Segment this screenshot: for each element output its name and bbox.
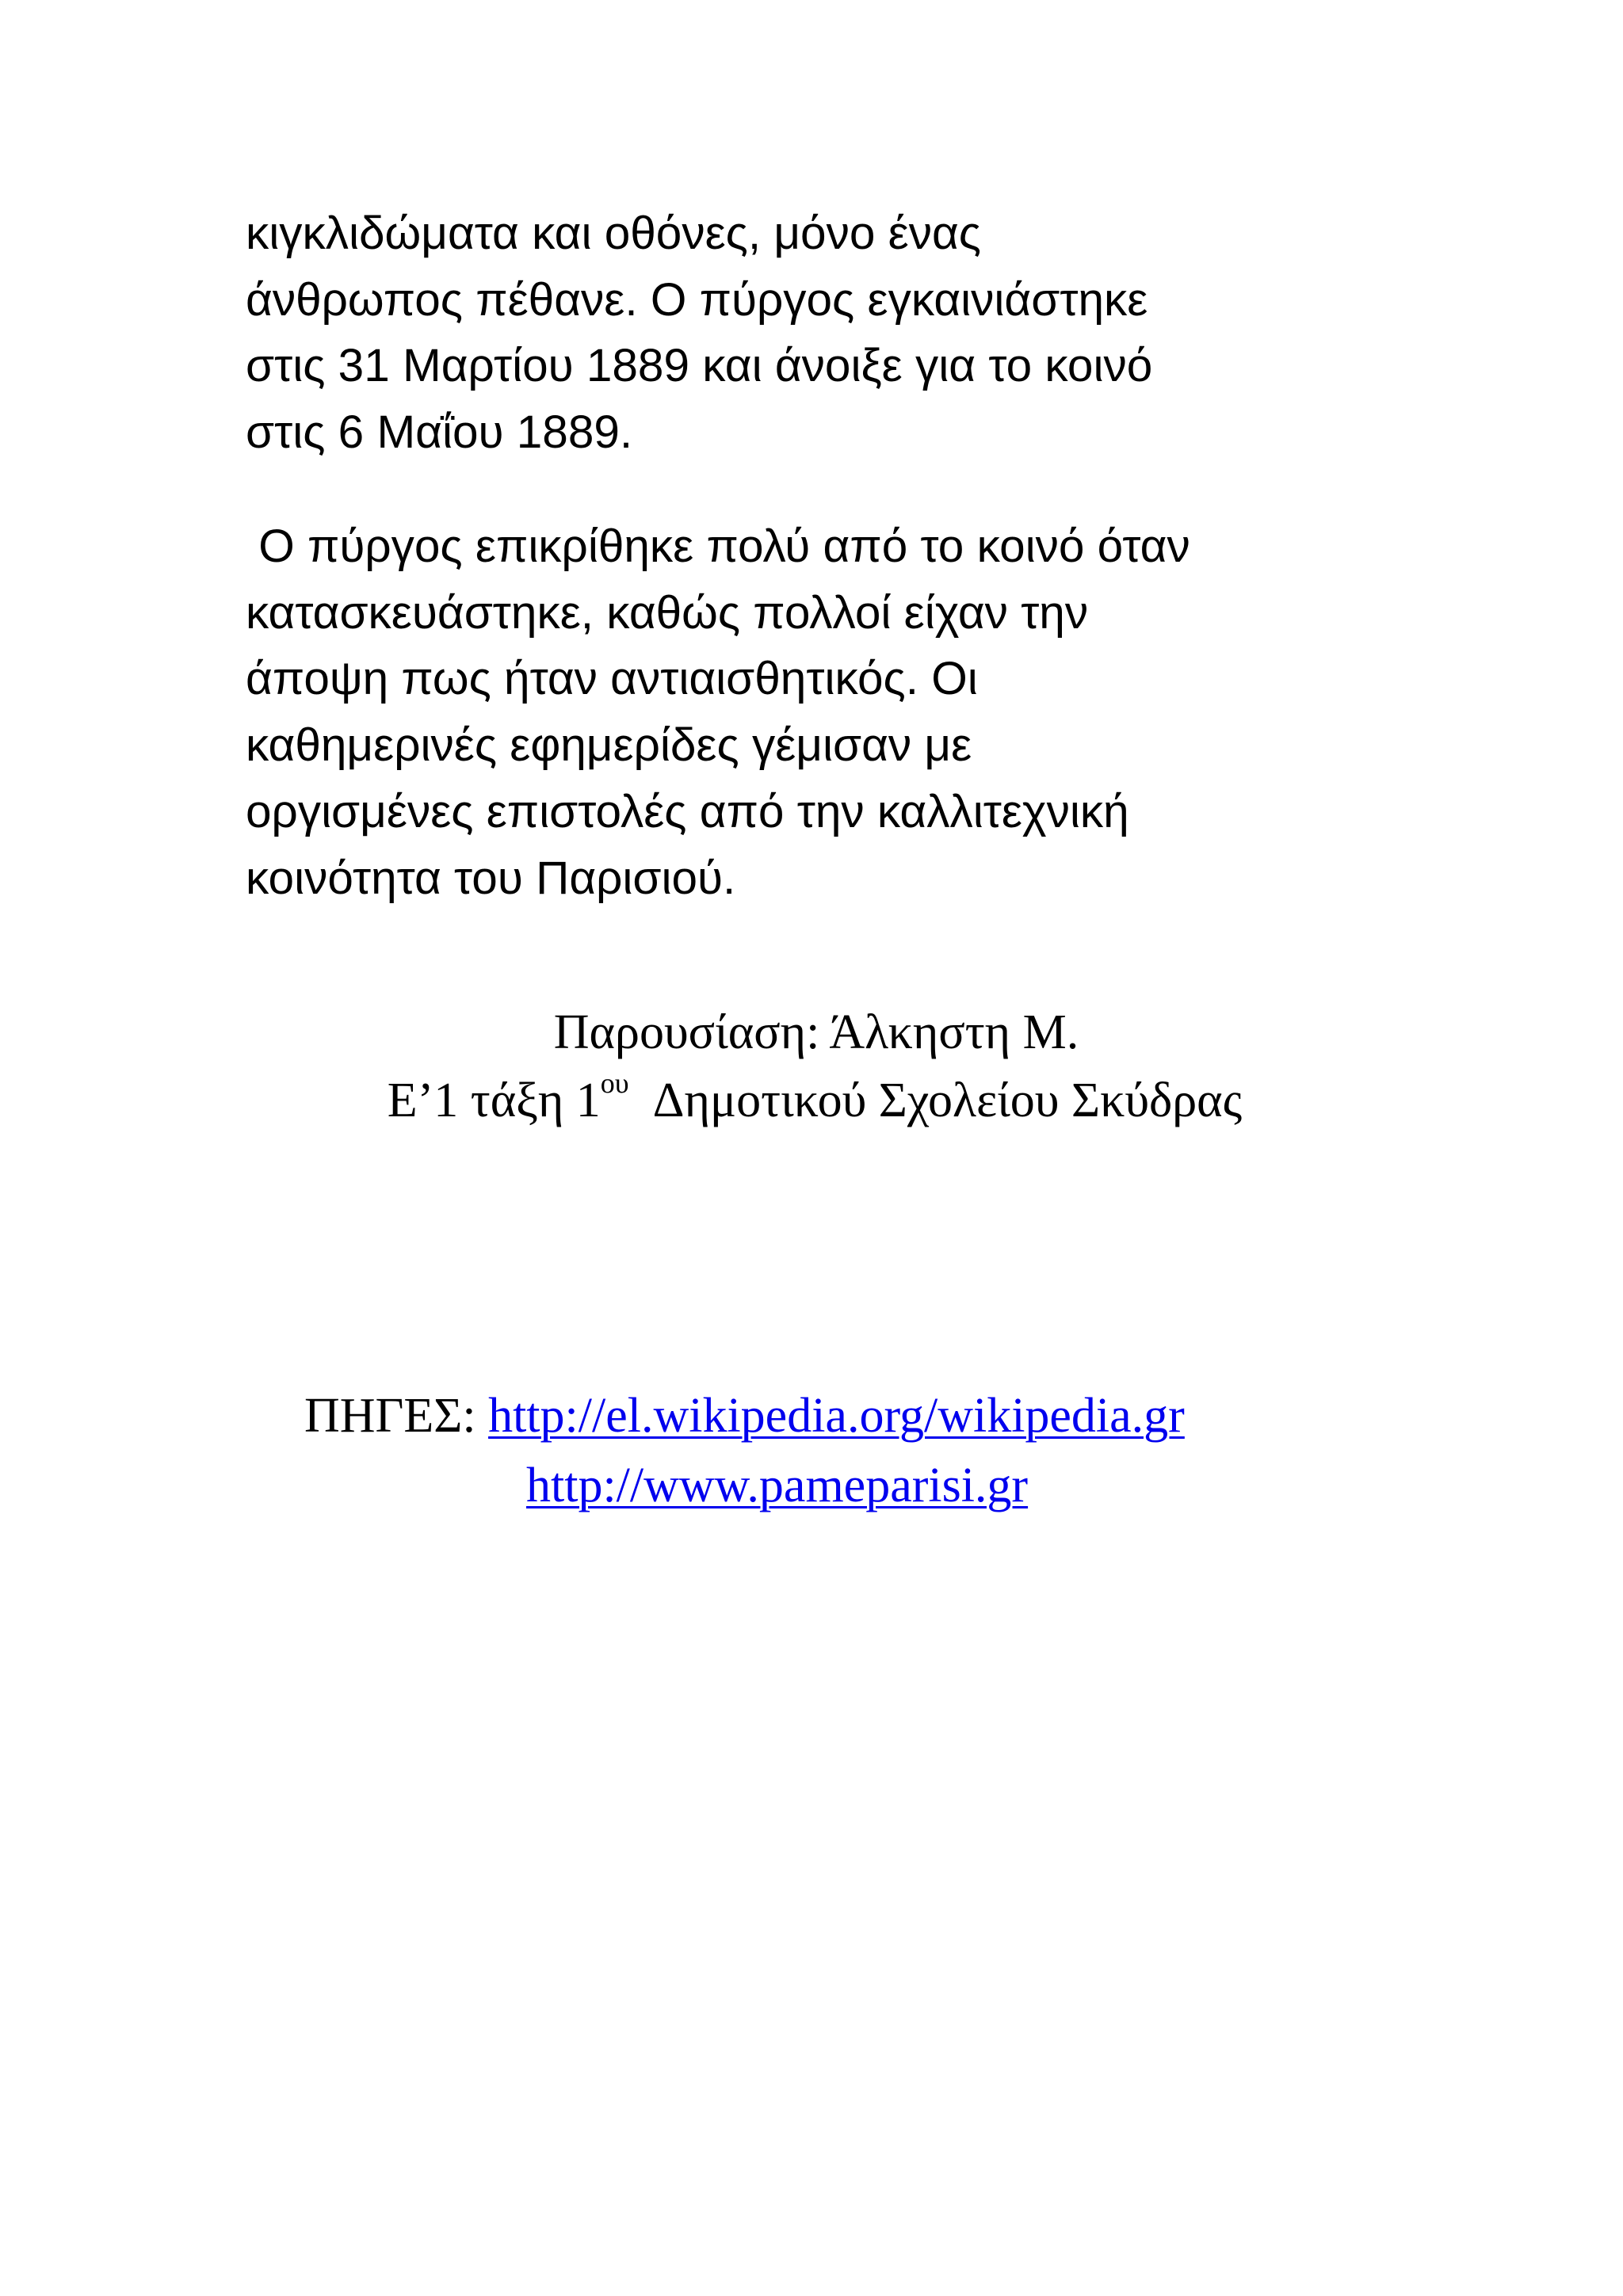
paragraph-line: στις 6 Μαΐου 1889. <box>246 406 633 459</box>
paragraph-line: κοινότητα του Παρισιού. <box>246 852 736 904</box>
sources-label: ΠΗΓΕΣ: <box>304 1389 476 1443</box>
paragraph-line: κατασκευάστηκε, καθώς πολλοί είχαν την <box>246 586 1089 639</box>
paragraph-line: Ο πύργος επικρίθηκε πολύ από το κοινό όταν <box>246 521 1190 572</box>
paragraph-line: οργισμένες επιστολές από την καλλιτεχνική <box>246 785 1129 837</box>
paragraph-eiffel-criticism <box>246 513 1434 911</box>
class-credit <box>3 1067 1623 1129</box>
paragraph-line: καθημερινές εφημερίδες γέμισαν με <box>246 719 972 772</box>
wikipedia-link[interactable]: http://el.wikipedia.org/wikipedia.gr <box>488 1389 1185 1443</box>
sources-line <box>526 1458 1028 1514</box>
sources-line <box>304 1388 1185 1444</box>
presentation-credit: Παρουσίαση: Άλκηστη Μ. <box>553 1005 1079 1059</box>
pameparisi-link[interactable]: http://www.pameparisi.gr <box>526 1459 1029 1512</box>
paragraph-line: άποψη πως ήταν αντιαισθητικός. Οι <box>246 653 978 705</box>
paragraph-eiffel-opening <box>246 200 1434 466</box>
paragraph-line: άνθρωπος πέθανε. Ο πύργος εγκαινιάστηκε <box>246 273 1148 326</box>
ordinal-superscript: ου <box>600 1067 629 1099</box>
paragraph-line: στις 31 Μαρτίου 1889 και άνοιξε για το κοινό <box>246 340 1153 392</box>
class-prefix: Ε’1 τάξη 1 <box>387 1074 601 1127</box>
school-name: Δημοτικού Σχολείου Σκύδρας <box>652 1074 1243 1127</box>
paragraph-line: κιγκλιδώματα και οθόνες, μόνο ένας <box>246 208 981 259</box>
